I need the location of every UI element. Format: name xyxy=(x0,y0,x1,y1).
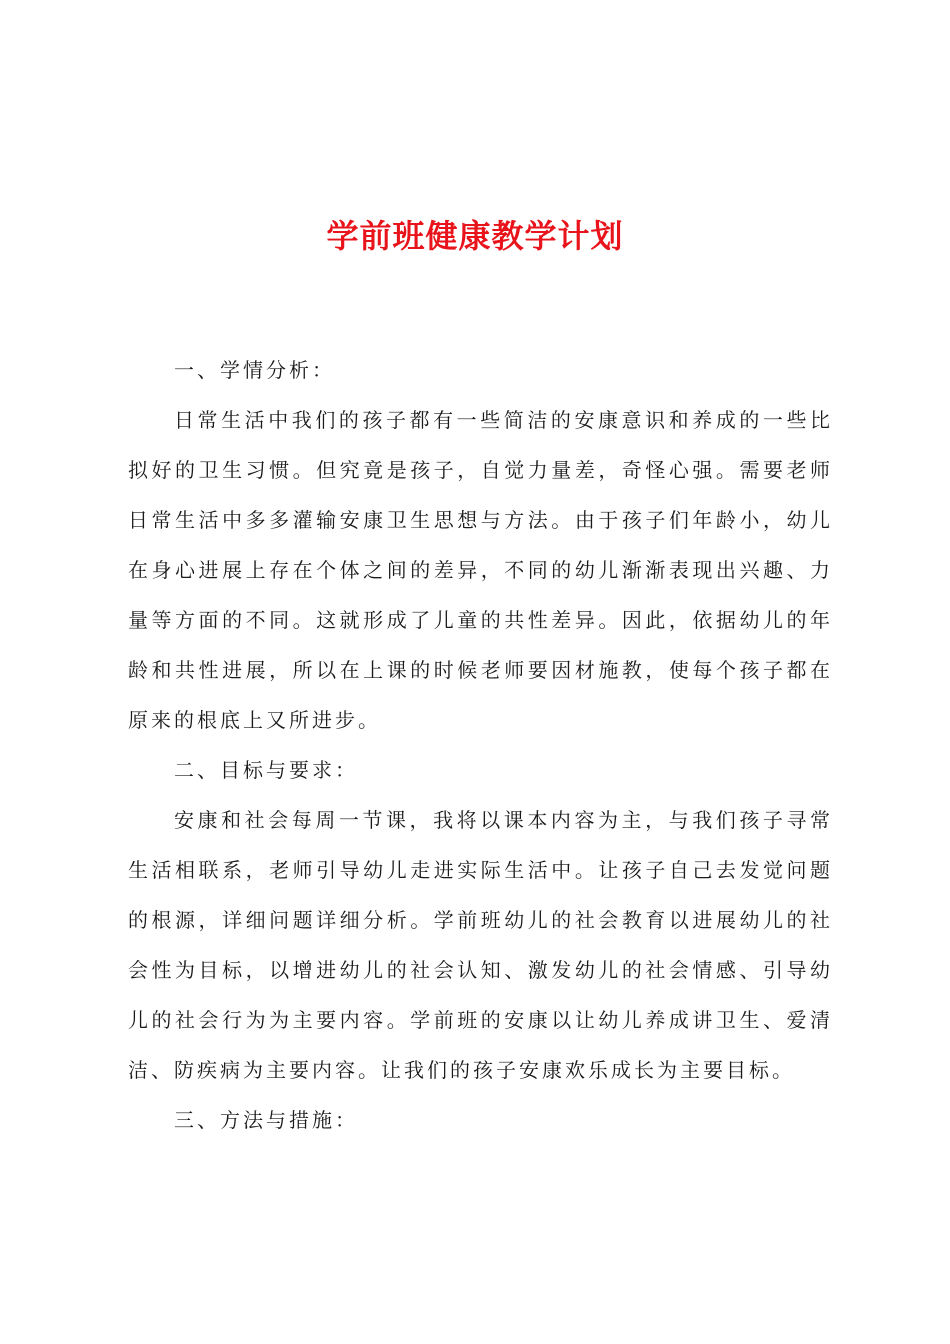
section-heading-2: 二、目标与要求： xyxy=(174,758,358,782)
section-heading-1: 一、学情分析： xyxy=(174,358,335,382)
section-paragraph-1: 日常生活中我们的孩子都有一些简洁的安康意识和养成的一些比拟好的卫生习惯。但究竟是孩子，自觉力量差，奇怪心强。需要老师日常生活中多多灌输安康卫生思想与方法。由于孩子们年龄小，幼儿在身心进展上存在个体之间的差异，不同的幼儿渐渐表现出兴趣、力量等方面的不同。这就形成了儿童的共性差异。因此，依据幼儿的年龄和共性进展，所以在上课的时候老师要因材施教，使每个孩子都在原来的根底上又所进步。 xyxy=(128,408,833,732)
section-heading-3: 三、方法与措施： xyxy=(174,1108,358,1132)
document-body xyxy=(128,345,833,1145)
section-paragraph-2: 安康和社会每周一节课，我将以课本内容为主，与我们孩子寻常生活相联系，老师引导幼儿走进实际生活中。让孩子自己去发觉问题的根源，详细问题详细分析。学前班幼儿的社会教育以进展幼儿的社会性为目标，以增进幼儿的社会认知、激发幼儿的社会情感、引导幼儿的社会行为为主要内容。学前班的安康以让幼儿养成讲卫生、爱清洁、防疾病为主要内容。让我们的孩子安康欢乐成长为主要目标。 xyxy=(128,808,833,1082)
document-title: 学前班健康教学计划 xyxy=(326,217,624,255)
